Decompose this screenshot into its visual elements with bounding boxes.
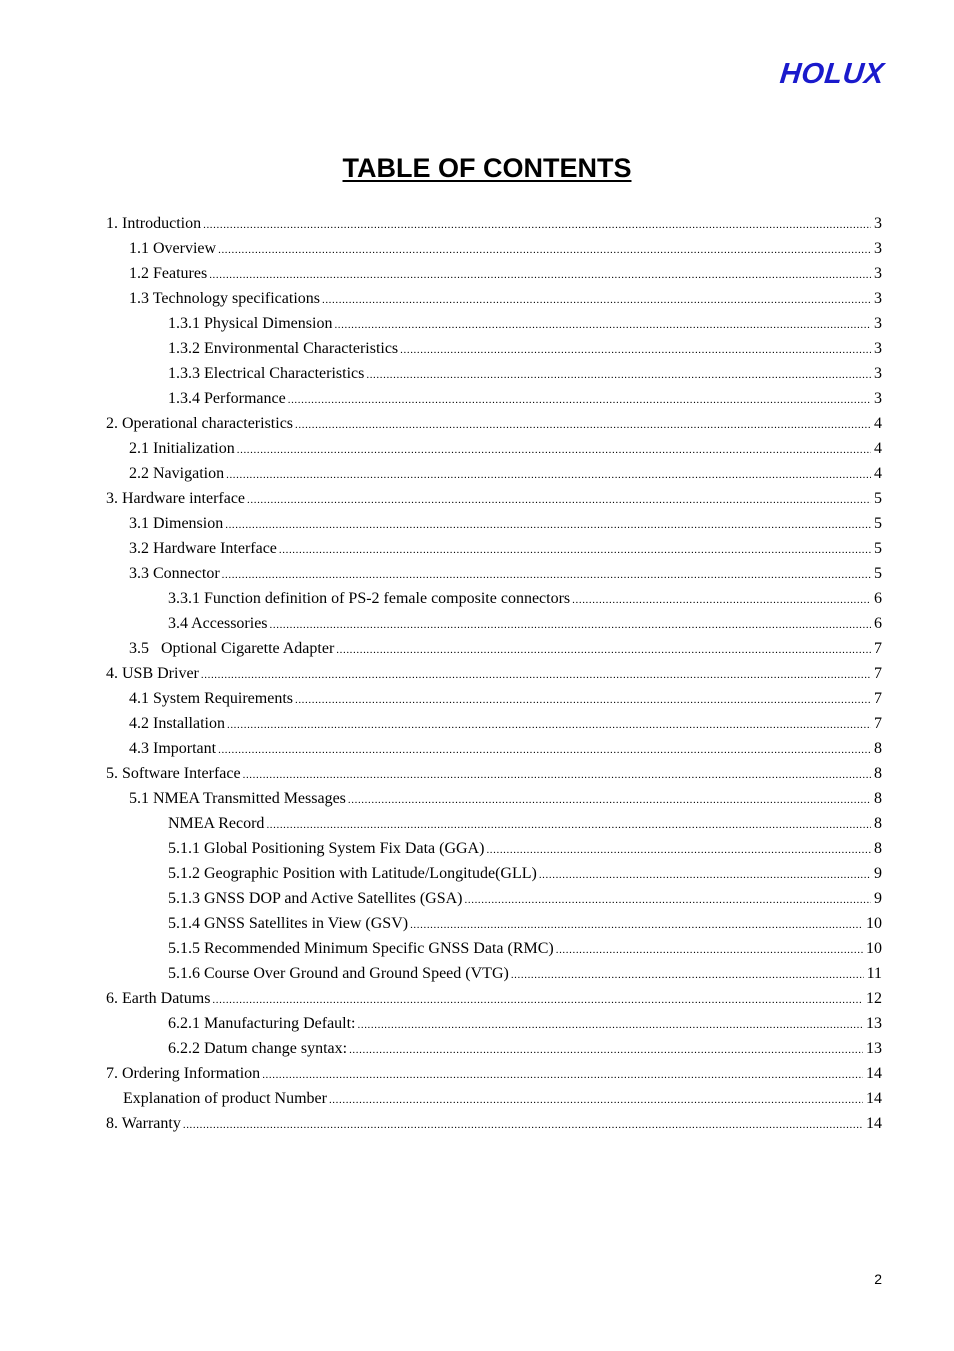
- toc-entry-label: 5.1.3 GNSS DOP and Active Satellites (GSA): [168, 890, 463, 907]
- toc-entry-label: 8. Warranty: [106, 1115, 181, 1132]
- toc-entry-label: 4.1 System Requirements: [129, 690, 293, 707]
- toc-entry-label: 5.1 NMEA Transmitted Messages: [129, 790, 346, 807]
- toc-entry-page: 9: [874, 890, 882, 907]
- toc-entry-label: 7. Ordering Information: [106, 1065, 261, 1082]
- toc-leader-dots: [295, 688, 871, 713]
- toc-entry-page: 5: [874, 490, 882, 507]
- page-number: 2: [874, 1271, 882, 1287]
- toc-entry[interactable]: [106, 861, 882, 886]
- toc-entry[interactable]: [106, 311, 882, 336]
- toc-leader-dots: [212, 988, 863, 1013]
- toc-leader-dots: [334, 313, 871, 338]
- toc-entry-page: 3: [874, 390, 882, 407]
- toc-entry-label: 2.1 Initialization: [129, 440, 235, 457]
- toc-leader-dots: [539, 863, 871, 888]
- toc-entry-label: 1.2 Features: [129, 265, 208, 282]
- toc-leader-dots: [511, 963, 864, 988]
- toc-entry-label: 4. USB Driver: [106, 665, 199, 682]
- toc-entry[interactable]: [106, 961, 882, 986]
- toc-leader-dots: [295, 413, 871, 438]
- toc-entry-label: 3. Hardware interface: [106, 490, 246, 507]
- toc-entry-label: 3.3.1 Function definition of PS-2 female composite connectors: [168, 590, 571, 607]
- toc-entry-page: 12: [866, 990, 882, 1007]
- toc-entry-page: 6: [874, 615, 882, 632]
- toc-entry-page: 14: [866, 1115, 882, 1132]
- toc-entry-page: 3: [874, 315, 882, 332]
- toc-entry-page: 6: [874, 590, 882, 607]
- toc-leader-dots: [329, 1088, 863, 1113]
- toc-entry-label: 1.1 Overview: [129, 240, 217, 257]
- toc-leader-dots: [222, 563, 871, 588]
- toc-entry[interactable]: [106, 636, 882, 661]
- toc-entry-page: 14: [866, 1065, 882, 1082]
- toc-entry[interactable]: [106, 711, 882, 736]
- toc-entry-label: 6.2.1 Manufacturing Default:: [168, 1015, 356, 1032]
- toc-entry-label: NMEA Record: [168, 815, 265, 832]
- toc-leader-dots: [486, 838, 871, 863]
- toc-entry-page: 3: [874, 265, 882, 282]
- toc-leader-dots: [279, 538, 871, 563]
- toc-entry[interactable]: [106, 561, 882, 586]
- toc-entry-label: 3.4 Accessories: [168, 615, 268, 632]
- toc-leader-dots: [336, 638, 871, 663]
- toc-entry-page: 8: [874, 840, 882, 857]
- toc-entry[interactable]: [106, 336, 882, 361]
- toc-entry-page: 8: [874, 740, 882, 757]
- toc-entry-label: 1.3.1 Physical Dimension: [168, 315, 333, 332]
- toc-entry-label: 5.1.2 Geographic Position with Latitude/Longitude(GLL): [168, 865, 537, 882]
- toc-leader-dots: [465, 888, 871, 913]
- toc-entry[interactable]: [106, 1086, 882, 1111]
- toc-entry[interactable]: [106, 1061, 882, 1086]
- toc-leader-dots: [288, 388, 871, 413]
- toc-entry-page: 9: [874, 865, 882, 882]
- toc-entry-page: 7: [874, 690, 882, 707]
- toc-entry-label: 6. Earth Datums: [106, 990, 211, 1007]
- toc-entry-label: 3.3 Connector: [129, 565, 220, 582]
- toc-entry-page: 8: [874, 790, 882, 807]
- toc-entry[interactable]: [106, 661, 882, 686]
- toc-leader-dots: [247, 488, 871, 513]
- toc-leader-dots: [225, 513, 871, 538]
- toc-entry-label: 4.2 Installation: [129, 715, 225, 732]
- toc-entry[interactable]: [106, 361, 882, 386]
- toc-entry-label: 1. Introduction: [106, 215, 202, 232]
- toc-leader-dots: [322, 288, 871, 313]
- holux-logo: HOLUX: [778, 58, 886, 90]
- toc-entry[interactable]: [106, 261, 882, 286]
- toc-entry[interactable]: [106, 236, 882, 261]
- toc-leader-dots: [201, 663, 871, 688]
- toc-leader-dots: [572, 588, 871, 613]
- toc-entry-page: 4: [874, 415, 882, 432]
- toc-leader-dots: [262, 1063, 863, 1088]
- toc-leader-dots: [556, 938, 863, 963]
- toc-entry-page: 13: [866, 1040, 882, 1057]
- toc-entry-page: 5: [874, 565, 882, 582]
- toc-entry-label: 5.1.1 Global Positioning System Fix Data (GGA): [168, 840, 485, 857]
- toc-entry[interactable]: [106, 836, 882, 861]
- toc-entry[interactable]: [106, 936, 882, 961]
- toc-entry-label: 2. Operational characteristics: [106, 415, 294, 432]
- toc-entry-label: 5.1.5 Recommended Minimum Specific GNSS Data (RMC): [168, 940, 554, 957]
- toc-leader-dots: [270, 613, 871, 638]
- toc-leader-dots: [218, 738, 871, 763]
- toc-entry-page: 8: [874, 815, 882, 832]
- toc-leader-dots: [366, 363, 871, 388]
- toc-entry-page: 7: [874, 665, 882, 682]
- toc-leader-dots: [227, 713, 871, 738]
- toc-entry-label: 5.1.4 GNSS Satellites in View (GSV): [168, 915, 409, 932]
- toc-entry-page: 4: [874, 440, 882, 457]
- toc-entry-page: 7: [874, 715, 882, 732]
- toc-entry[interactable]: [106, 736, 882, 761]
- toc-entry-page: 10: [866, 915, 882, 932]
- toc-entry[interactable]: [106, 911, 882, 936]
- toc-entry[interactable]: [106, 486, 882, 511]
- toc-leader-dots: [348, 788, 871, 813]
- toc-entry-page: 7: [874, 640, 882, 657]
- toc-entry-page: 3: [874, 240, 882, 257]
- toc-leader-dots: [218, 238, 871, 263]
- toc-leader-dots: [400, 338, 871, 363]
- toc-leader-dots: [266, 813, 871, 838]
- toc-entry[interactable]: [106, 1036, 882, 1061]
- toc-entry-label: 6.2.2 Datum change syntax:: [168, 1040, 348, 1057]
- toc-entry-page: 3: [874, 215, 882, 232]
- toc-leader-dots: [243, 763, 871, 788]
- toc-entry[interactable]: [106, 986, 882, 1011]
- toc-leader-dots: [237, 438, 871, 463]
- toc-entry[interactable]: [106, 761, 882, 786]
- toc-entry[interactable]: [106, 886, 882, 911]
- toc-entry-label: Explanation of product Number: [123, 1090, 327, 1107]
- toc-entry[interactable]: [106, 461, 882, 486]
- toc-entry-label: 3.2 Hardware Interface: [129, 540, 277, 557]
- toc-leader-dots: [203, 213, 871, 238]
- toc-entry-page: 11: [866, 965, 882, 982]
- toc-entry-label: 3.5 Optional Cigarette Adapter: [129, 640, 335, 657]
- toc-entry-page: 4: [874, 465, 882, 482]
- toc-entry-page: 8: [874, 765, 882, 782]
- toc-entry-label: 1.3 Technology specifications: [129, 290, 320, 307]
- toc-leader-dots: [209, 263, 871, 288]
- toc-entry-page: 14: [866, 1090, 882, 1107]
- toc-entry-label: 1.3.3 Electrical Characteristics: [168, 365, 365, 382]
- toc-entry-label: 2.2 Navigation: [129, 465, 225, 482]
- toc-entry[interactable]: [106, 536, 882, 561]
- toc-entry[interactable]: [106, 811, 882, 836]
- toc-entry-page: 5: [874, 540, 882, 557]
- toc-entry-label: 4.3 Important: [129, 740, 217, 757]
- toc-entry-label: 5.1.6 Course Over Ground and Ground Speed (VTG): [168, 965, 509, 982]
- toc-entry-page: 13: [866, 1015, 882, 1032]
- toc-entry-page: 3: [874, 340, 882, 357]
- toc-entry-label: 1.3.4 Performance: [168, 390, 286, 407]
- toc-leader-dots: [358, 1013, 864, 1038]
- toc-leader-dots: [183, 1113, 863, 1138]
- toc-entry-page: 3: [874, 365, 882, 382]
- toc-entry[interactable]: [106, 786, 882, 811]
- toc-entry[interactable]: [106, 211, 882, 236]
- toc-entry[interactable]: [106, 411, 882, 436]
- toc-entry-page: 5: [874, 515, 882, 532]
- toc-leader-dots: [226, 463, 871, 488]
- toc-entry[interactable]: [106, 1011, 882, 1036]
- toc-leader-dots: [349, 1038, 863, 1063]
- toc-entry[interactable]: [106, 511, 882, 536]
- toc-entry-label: 1.3.2 Environmental Characteristics: [168, 340, 399, 357]
- page-title: TABLE OF CONTENTS: [342, 153, 632, 183]
- toc-entry[interactable]: [106, 436, 882, 461]
- toc-entry-page: 3: [874, 290, 882, 307]
- toc-leader-dots: [410, 913, 863, 938]
- toc-entry-label: 5. Software Interface: [106, 765, 241, 782]
- toc-entry[interactable]: [106, 611, 882, 636]
- toc-entry-page: 10: [866, 940, 882, 957]
- toc-entry[interactable]: [106, 286, 882, 311]
- toc-entry[interactable]: [106, 586, 882, 611]
- toc-entry[interactable]: [106, 386, 882, 411]
- toc-entry[interactable]: [106, 686, 882, 711]
- table-of-contents: [106, 211, 882, 1136]
- toc-entry-label: 3.1 Dimension: [129, 515, 224, 532]
- toc-entry[interactable]: [106, 1111, 882, 1136]
